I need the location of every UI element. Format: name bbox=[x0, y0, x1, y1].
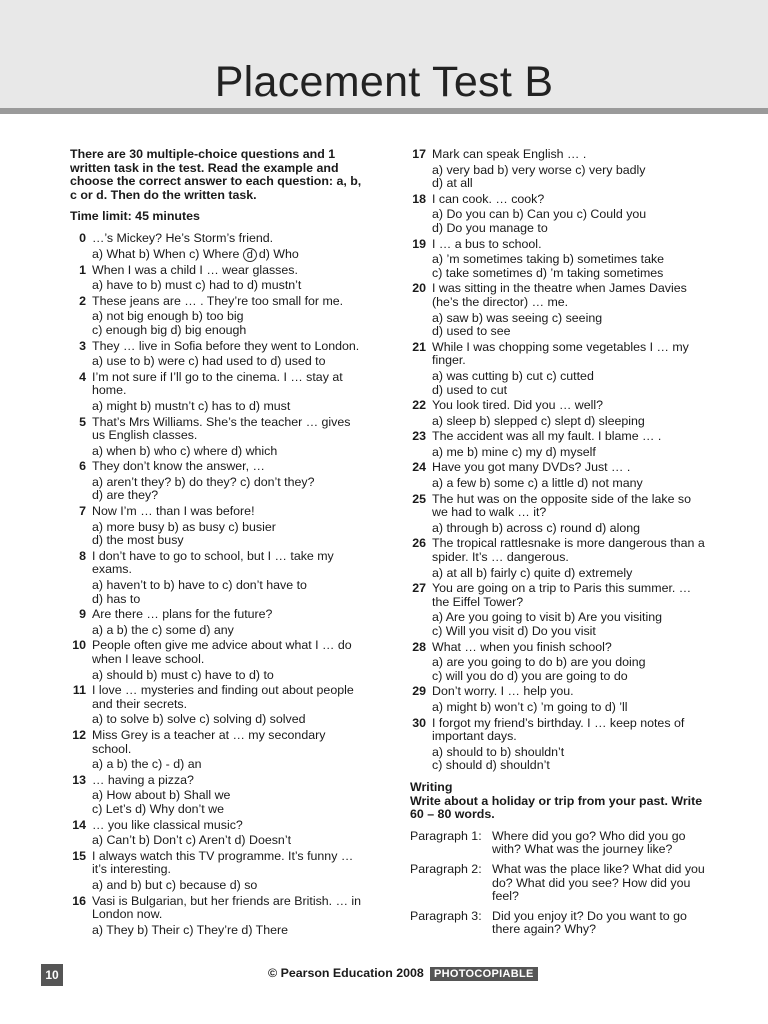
question-number: 24 bbox=[412, 460, 426, 475]
question-number: 4 bbox=[79, 369, 86, 384]
question-text: I love … mysteries and finding out about people and their secrets. bbox=[92, 683, 354, 711]
question-options bbox=[432, 253, 710, 280]
question-options bbox=[92, 248, 362, 262]
question-number: 0 bbox=[79, 230, 86, 245]
option-row: a) should to b) shouldn’t bbox=[432, 744, 565, 759]
option-row: a) might b) mustn’t c) has to d) must bbox=[92, 398, 291, 413]
question-options bbox=[92, 400, 362, 414]
question-10 bbox=[70, 639, 362, 682]
question-number: 7 bbox=[79, 504, 86, 519]
option-row: a) me b) mine c) my d) myself bbox=[432, 444, 596, 459]
option-row: a) more busy b) as busy c) busier bbox=[92, 519, 276, 534]
option-row: a) Are you going to visit b) Are you visiting bbox=[432, 610, 663, 625]
question-options bbox=[92, 834, 362, 848]
question-options bbox=[92, 713, 362, 727]
question-number: 20 bbox=[412, 281, 426, 296]
question-number: 8 bbox=[79, 548, 86, 563]
option-row: a) sleep b) slepped c) slept d) sleeping bbox=[432, 413, 645, 428]
question-14 bbox=[70, 819, 362, 848]
option-row: a) How about b) Shall we bbox=[92, 788, 231, 803]
writing-heading: Writing bbox=[410, 779, 453, 794]
paragraph-label: Paragraph 3: bbox=[410, 908, 482, 923]
question-number: 22 bbox=[412, 398, 426, 413]
paragraph-prompt: Where did you go? Who did you go with? What was the journey like? bbox=[492, 828, 686, 857]
question-30 bbox=[410, 717, 710, 773]
question-options bbox=[92, 355, 362, 369]
question-text: You are going on a trip to Paris this summer. … the Eiffel Tower? bbox=[432, 581, 692, 609]
question-7 bbox=[70, 505, 362, 548]
question-options bbox=[432, 446, 710, 460]
option-row: d) used to cut bbox=[432, 382, 508, 397]
option-row: a) and b) but c) because d) so bbox=[92, 877, 258, 892]
question-24 bbox=[410, 461, 710, 490]
question-options bbox=[92, 924, 362, 938]
option-row: a) ’m sometimes taking b) sometimes take bbox=[432, 252, 665, 267]
question-3 bbox=[70, 340, 362, 369]
question-options bbox=[432, 208, 710, 235]
writing-paragraph-1 bbox=[410, 830, 710, 857]
question-options bbox=[432, 567, 710, 581]
option-row: a) Do you can b) Can you c) Could you bbox=[432, 207, 647, 222]
question-number: 23 bbox=[412, 429, 426, 444]
option-row-circled: d) Who bbox=[258, 246, 299, 261]
question-text: When I was a child I … wear glasses. bbox=[92, 262, 298, 277]
option-row: d) has to bbox=[92, 591, 141, 606]
question-options bbox=[432, 656, 710, 683]
option-row: c) take sometimes d) ’m taking sometimes bbox=[432, 265, 664, 280]
option-row: d) at all bbox=[432, 176, 473, 191]
question-0 bbox=[70, 232, 362, 262]
right-column bbox=[410, 148, 710, 943]
option-row: a) saw b) was seeing c) seeing bbox=[432, 310, 603, 325]
photocopiable-badge: PHOTOCOPIABLE bbox=[430, 967, 538, 981]
question-number: 6 bbox=[79, 459, 86, 474]
option-row: a) They b) Their c) They’re d) There bbox=[92, 922, 289, 937]
writing-paragraph-2 bbox=[410, 863, 710, 904]
question-number: 10 bbox=[72, 638, 86, 653]
intro-text: There are 30 multiple-choice questions and 1 written task in the test. Read the example and choose the correct answer to each question: a, b, c or d. Then do the written task. bbox=[70, 147, 362, 202]
question-20 bbox=[410, 282, 710, 338]
page-title: Placement Test B bbox=[214, 58, 554, 106]
question-number: 17 bbox=[412, 147, 426, 161]
option-row: a) use to b) were c) had used to d) used to bbox=[92, 354, 326, 369]
option-row: d) Do you manage to bbox=[432, 220, 548, 235]
question-text: … you like classical music? bbox=[92, 817, 243, 832]
question-options bbox=[432, 164, 710, 191]
question-text: The accident was all my fault. I blame … . bbox=[432, 429, 662, 444]
question-text: I … a bus to school. bbox=[432, 236, 542, 251]
option-row: a) have to b) must c) had to d) mustn’t bbox=[92, 278, 302, 293]
question-text: I can cook. … cook? bbox=[432, 191, 545, 206]
question-options bbox=[92, 521, 362, 548]
question-text: They … live in Sofia before they went to London. bbox=[92, 338, 360, 353]
question-text: That’s Mrs Williams. She’s the teacher … gives us English classes. bbox=[92, 414, 351, 443]
option-row: a) aren’t they? b) do they? c) don’t they? bbox=[92, 474, 315, 489]
option-row: a) a b) the c) - d) an bbox=[92, 757, 202, 772]
option-row: d) the most busy bbox=[92, 533, 184, 548]
question-12 bbox=[70, 729, 362, 772]
question-number: 9 bbox=[79, 607, 86, 622]
question-number: 13 bbox=[72, 772, 86, 787]
question-19 bbox=[410, 238, 710, 281]
option-row: d) used to see bbox=[432, 324, 511, 339]
question-number: 5 bbox=[79, 414, 86, 429]
question-text: Now I’m … than I was before! bbox=[92, 504, 255, 519]
question-number: 15 bbox=[72, 848, 86, 863]
question-number: 26 bbox=[412, 536, 426, 551]
question-options bbox=[432, 415, 710, 429]
question-number: 27 bbox=[412, 581, 426, 596]
question-28 bbox=[410, 641, 710, 684]
option-row: c) will you do d) you are going to do bbox=[432, 668, 628, 683]
question-number: 11 bbox=[72, 683, 86, 698]
question-number: 28 bbox=[412, 639, 426, 654]
question-options bbox=[432, 312, 710, 339]
option-row: a) a few b) some c) a little d) not many bbox=[432, 476, 643, 491]
page-number: 10 bbox=[41, 964, 63, 986]
question-options bbox=[92, 310, 362, 337]
question-text: You look tired. Did you … well? bbox=[432, 398, 604, 413]
question-number: 1 bbox=[79, 262, 86, 277]
option-row: a) might b) won’t c) ’m going to d) ’ll bbox=[432, 699, 628, 714]
question-options bbox=[92, 445, 362, 459]
circled-answer-marker: d bbox=[243, 248, 257, 262]
question-text: I’m not sure if I’ll go to the cinema. I … stay at home. bbox=[92, 369, 343, 398]
question-29 bbox=[410, 685, 710, 714]
question-21 bbox=[410, 341, 710, 397]
question-text: Don’t worry. I … help you. bbox=[432, 684, 574, 699]
option-row: a) not big enough b) too big bbox=[92, 309, 244, 324]
option-row: c) should d) shouldn’t bbox=[432, 758, 550, 773]
question-number: 12 bbox=[72, 727, 86, 742]
writing-instruction: Write about a holiday or trip from your past. Write 60 – 80 words. bbox=[410, 793, 703, 822]
question-text: People often give me advice about what I … do when I leave school. bbox=[92, 638, 352, 666]
paragraph-label: Paragraph 2: bbox=[410, 861, 482, 876]
question-options bbox=[92, 279, 362, 293]
question-text: The hut was on the opposite side of the lake so we had to walk … it? bbox=[432, 491, 691, 520]
option-row: c) enough big d) big enough bbox=[92, 322, 247, 337]
question-text: They don’t know the answer, … bbox=[92, 459, 265, 474]
question-25 bbox=[410, 493, 710, 536]
question-options bbox=[432, 746, 710, 773]
question-text: These jeans are … . They’re too small for me. bbox=[92, 293, 344, 308]
question-text: I always watch this TV programme. It’s funny … it’s interesting. bbox=[92, 848, 354, 877]
question-options bbox=[92, 669, 362, 683]
question-options bbox=[432, 370, 710, 397]
question-11 bbox=[70, 684, 362, 727]
question-options bbox=[92, 758, 362, 772]
question-number: 19 bbox=[412, 236, 426, 251]
question-number: 30 bbox=[412, 715, 426, 730]
question-number: 29 bbox=[412, 684, 426, 699]
copyright-text: © Pearson Education 2008 bbox=[268, 966, 424, 980]
question-options bbox=[432, 522, 710, 536]
option-row: a) very bad b) very worse c) very badly bbox=[432, 162, 646, 177]
question-number: 21 bbox=[412, 339, 426, 354]
time-limit: Time limit: 45 minutes bbox=[70, 209, 200, 224]
option-row: a) a b) the c) some d) any bbox=[92, 622, 234, 637]
question-4 bbox=[70, 371, 362, 414]
question-number: 14 bbox=[72, 817, 86, 832]
question-options bbox=[92, 476, 362, 503]
question-number: 16 bbox=[72, 893, 86, 908]
option-row: c) Will you visit d) Do you visit bbox=[432, 624, 596, 638]
option-row: a) haven’t to b) have to c) don’t have to bbox=[92, 578, 307, 593]
option-row: a) when b) who c) where d) which bbox=[92, 443, 278, 458]
question-number: 18 bbox=[412, 191, 426, 206]
question-6 bbox=[70, 460, 362, 503]
question-text: Are there … plans for the future? bbox=[92, 607, 273, 622]
question-text: I don’t have to go to school, but I … take my exams. bbox=[92, 548, 334, 577]
question-text: Vasi is Bulgarian, but her friends are British. … in London now. bbox=[92, 893, 362, 922]
paragraph-label: Paragraph 1: bbox=[410, 828, 482, 843]
writing-paragraph-3 bbox=[410, 910, 710, 937]
question-options bbox=[92, 579, 362, 606]
question-number: 3 bbox=[79, 338, 86, 353]
question-options bbox=[92, 879, 362, 893]
question-text: I forgot my friend’s birthday. I … keep notes of important days. bbox=[432, 715, 685, 744]
question-26 bbox=[410, 537, 710, 580]
question-options bbox=[432, 701, 710, 715]
header-divider bbox=[0, 108, 768, 114]
question-number: 2 bbox=[79, 293, 86, 308]
option-row: a) should b) must c) have to d) to bbox=[92, 667, 274, 682]
option-row: a) What b) When c) Where bbox=[92, 246, 240, 261]
option-row: a) at all b) fairly c) quite d) extremely bbox=[432, 565, 633, 580]
option-row: a) was cutting b) cut c) cutted bbox=[432, 368, 594, 383]
question-17 bbox=[410, 148, 710, 191]
question-27 bbox=[410, 582, 710, 638]
left-column bbox=[70, 148, 362, 939]
option-row: a) are you going to do b) are you doing bbox=[432, 655, 646, 670]
question-9 bbox=[70, 608, 362, 637]
question-text: Miss Grey is a teacher at … my secondary school. bbox=[92, 727, 326, 756]
question-options bbox=[92, 624, 362, 638]
question-text: Mark can speak English … . bbox=[432, 147, 587, 161]
question-options bbox=[92, 789, 362, 816]
question-text: I was sitting in the theatre when James Davies (he’s the director) … me. bbox=[432, 281, 687, 309]
paragraph-prompt: Did you enjoy it? Do you want to go there again? Why? bbox=[492, 908, 687, 937]
option-row: a) through b) across c) round d) along bbox=[432, 520, 640, 535]
question-18 bbox=[410, 193, 710, 236]
question-options bbox=[432, 477, 710, 491]
question-22 bbox=[410, 399, 710, 428]
question-15 bbox=[70, 850, 362, 893]
question-text: …’s Mickey? He’s Storm’s friend. bbox=[92, 230, 274, 245]
question-text: … having a pizza? bbox=[92, 772, 194, 787]
question-1 bbox=[70, 264, 362, 293]
option-row: d) are they? bbox=[92, 488, 159, 503]
question-13 bbox=[70, 774, 362, 817]
question-2 bbox=[70, 295, 362, 338]
option-row: c) Let’s d) Why don’t we bbox=[92, 801, 224, 816]
question-23 bbox=[410, 430, 710, 459]
question-text: Have you got many DVDs? Just … . bbox=[432, 460, 631, 475]
option-row: a) Can’t b) Don’t c) Aren’t d) Doesn’t bbox=[92, 833, 292, 848]
question-number: 25 bbox=[412, 491, 426, 506]
option-row: a) to solve b) solve c) solving d) solved bbox=[92, 712, 306, 727]
question-options bbox=[432, 611, 710, 638]
question-text: While I was chopping some vegetables I … my finger. bbox=[432, 339, 689, 368]
question-8 bbox=[70, 550, 362, 606]
paragraph-prompt: What was the place like? What did you do? What did you see? How did you feel? bbox=[492, 861, 705, 904]
question-text: The tropical rattlesnake is more dangerous than a spider. It’s … dangerous. bbox=[432, 536, 705, 565]
question-text: What … when you finish school? bbox=[432, 639, 612, 654]
question-5 bbox=[70, 416, 362, 459]
question-16 bbox=[70, 895, 362, 938]
